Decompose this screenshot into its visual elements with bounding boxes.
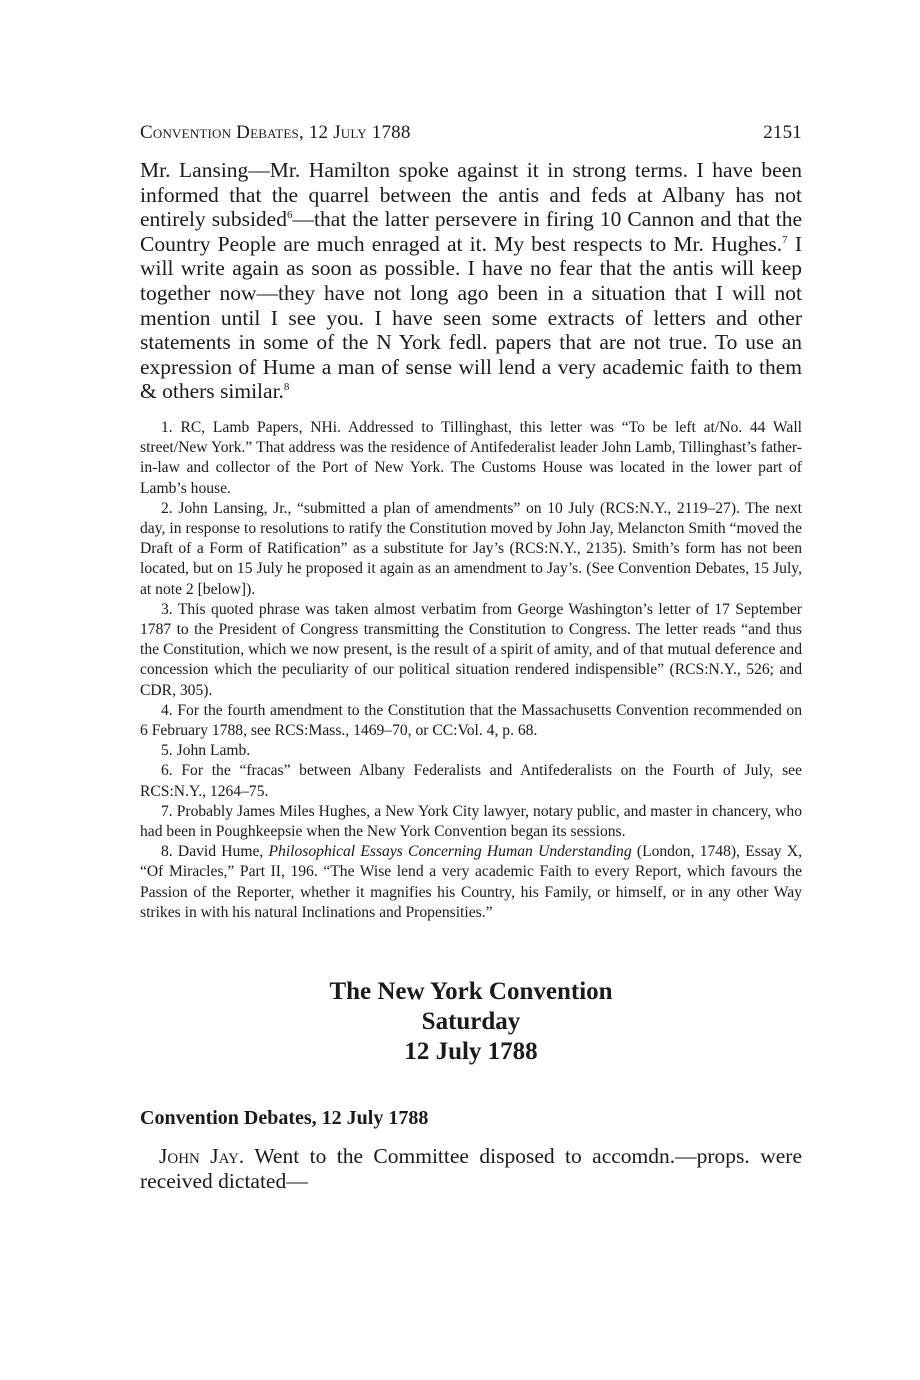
section-title-line-1: The New York Convention [329, 978, 613, 1006]
footnote-8 [140, 842, 802, 923]
speaker-name: John Jay. [159, 1144, 245, 1169]
letter-body [140, 158, 802, 404]
section-title-line-3: 12 July 1788 [404, 1038, 538, 1066]
page-number: 2151 [763, 122, 802, 143]
footnote-5: 5. John Lamb. [161, 742, 251, 760]
footnote-1: 1. RC, Lamb Papers, NHi. Addressed to Tillinghast, this letter was “To be left at/No. 44 Wall street/New York.” That address was the residence of Antifederalist leader John Lamb, Tillinghast’s father-in-law and collector of the Port of New York. The Customs House was located in the lower part of Lamb’s house. [140, 418, 802, 497]
section-title-line-2: Saturday [421, 1008, 521, 1036]
running-head-title: Convention Debates, 12 July 1788 [140, 122, 411, 143]
footnote-6: 6. For the “fracas” between Albany Federalists and Antifederalists on the Fourth of July, see RCS:N.Y., 1264–75. [140, 762, 802, 800]
footnote-2: 2. John Lansing, Jr., “submitted a plan of amendments” on 10 July (RCS:N.Y., 2119–27). The next day, in response to resolutions to ratify the Constitution moved by John Jay, Melancton Smith “moved the Draft of a Form of Ratification” as a substitute for Jay’s (RCS:N.Y., 2135). Smith’s form has not been located, but on 15 July he proposed it again as an amendment to Jay’s. (See Convention Debates, 15 July, at note 2 [below]). [140, 499, 802, 598]
footnote-8-book-title: Philosophical Essays Concerning Human Understanding [268, 843, 632, 861]
section-title [140, 977, 802, 1067]
footnote-7: 7. Probably James Miles Hughes, a New York City lawyer, notary public, and master in chancery, who had been in Poughkeepsie when the New York Convention began its sessions. [140, 802, 802, 840]
footnote-ref[interactable]: 6 [286, 209, 293, 222]
footnote-ref[interactable]: 7 [782, 233, 788, 246]
footnotes [140, 418, 802, 923]
subheading: Convention Debates, 12 July 1788 [140, 1107, 429, 1130]
footnote-3: 3. This quoted phrase was taken almost verbatim from George Washington’s letter of 17 September 1787 to the President of Congress transmitting the Constitution to Congress. The letter reads “and thus the Constitution, which we now present, is the result of a spirit of amity, and of that mutual deference and concession which the peculiarity of our political situation rendered indispensible” (RCS:N.Y., 526; and CDR, 305). [140, 600, 802, 699]
letter-text: I will write again as soon as possible. I have no fear that the antis will keep together now—they have not long ago been in a situation that I will not mention until I see you. I have seen some extracts of letters and other statements in some of the N York fedl. papers that are not true. To use an expression of Hume a man of sense will lend a very academic faith to them & others similar. [140, 231, 802, 404]
document-page [140, 122, 802, 1193]
footnote-ref[interactable]: 8 [283, 381, 290, 394]
footnote-8-rest: (London, 1748), Essay X, “Of Miracles,” Part II, 196. “The Wise lend a very academic Faith to every Report, which favours the Passion of the Reporter, whether it magnifies his Country, his Family, or himself, or in any other Way strikes in with his natural Inclinations and Propensities.” [140, 843, 802, 921]
letter-text: —that the latter persevere in firing 10 Cannon and that the Country People are much enraged at it. My best respects to Mr. Hughes. [140, 207, 803, 256]
speech-paragraph [140, 1144, 802, 1193]
running-head [140, 122, 802, 144]
letter-text: Mr. Lansing—Mr. Hamilton spoke against it in strong terms. I have been informed that the quarrel between the antis and feds at Albany has not entirely subsided [140, 158, 802, 232]
footnote-8-lead: 8. David Hume, [161, 843, 269, 861]
speech-text: Went to the Committee disposed to accomdn.—props. were received dictated— [140, 1144, 802, 1193]
footnote-4: 4. For the fourth amendment to the Constitution that the Massachusetts Convention recommended on 6 February 1788, see RCS:Mass., 1469–70, or CC:Vol. 4, p. 68. [140, 701, 802, 739]
